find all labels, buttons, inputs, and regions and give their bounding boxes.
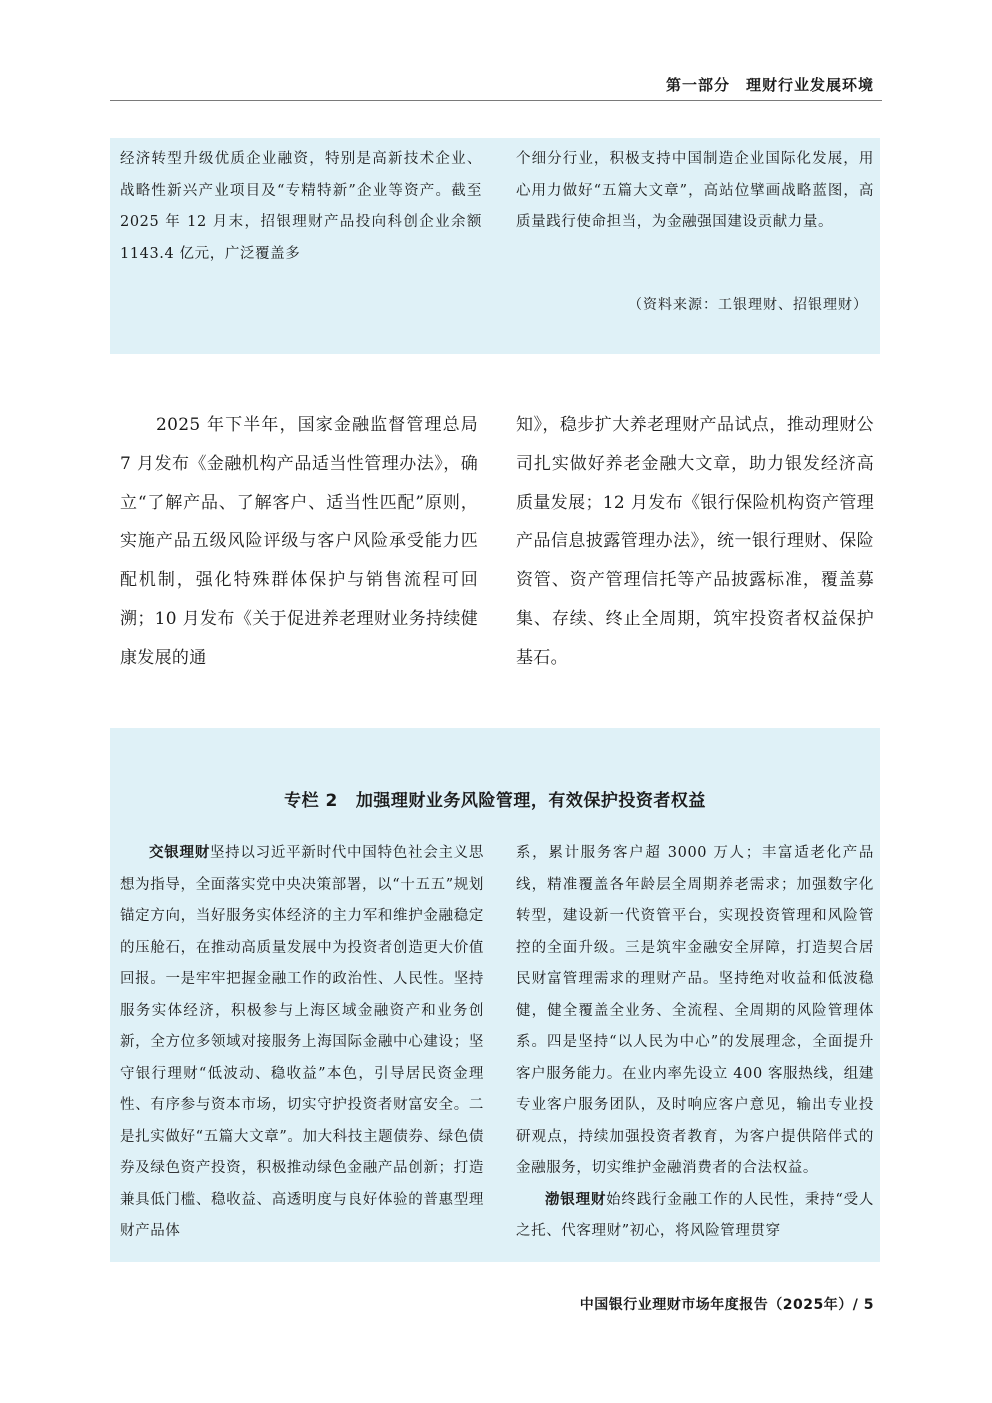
bocom-continued-paragraph: 系，累计服务客户超 3000 万人；丰富适老化产品线，精准覆盖各年龄层全周期养老需求；加强数字化转型，建设新一代资管平台，实现投资管理和风险管控的全面升级。三是筑牢金融安全屏障，打造契合居民财富管理需求的理财产品。坚持绝对收益和低波稳健，健全覆盖全业务、全流程、全周期的风险管理体系。四是坚持“以人民为中心”的发展理念，全面提升客户服务能力。在业内率先设立 400 客服热线，组建专业客户服务团队，及时响应客户意见，输出专业投研观点，持续加强投资者教育，为客户提供陪伴式的金融服务，切实维护金融消费者的合法权益。 (516, 845, 874, 1176)
case-box-continued (110, 138, 880, 354)
column-box-left-column (120, 838, 484, 1258)
page-footer: 中国银行业理财市场年度报告（2025年）/ 5 (579, 1297, 874, 1313)
bocom-text: 坚持以习近平新时代中国特色社会主义思想为指导，全面落实党中央决策部署，以“十五五”规划锚定方向，当好服务实体经济的主力军和维护金融稳定的压舱石，在推动高质量发展中为投资者创造更大价值回报。一是牢牢把握金融工作的政治性、人民性。坚持服务实体经济，积极参与上海区域金融资产和业务创新，全方位多领域对接服务上海国际金融中心建设；坚守银行理财“低波动、稳收益”本色，引导居民资金理性、有序参与资本市场，切实守护投资者财富安全。二是扎实做好“五篇大文章”。加大科技主题债券、绿色债券及绿色资产投资，积极推动绿色金融产品创新；打造兼具低门槛、稳收益、高透明度与良好体验的普惠型理财产品体 (120, 845, 484, 1239)
case-box-left-column: 经济转型升级优质企业融资，特别是高新技术企业、战略性新兴产业项目及“专精特新”企业等资产。截至 2025 年 12 月末，招银理财产品投向科创企业余额 1143.4 亿元，广泛覆盖多 (120, 151, 482, 262)
column-box-2 (110, 728, 880, 1262)
bohai-paragraph (516, 1185, 874, 1248)
bank-name-bohai: 渤银理财 (545, 1191, 607, 1208)
running-header: 第一部分 理财行业发展环境 (665, 76, 874, 94)
column-box-title (110, 786, 880, 811)
bank-name-bocom: 交银理财 (149, 845, 210, 861)
column-box-right-column (516, 838, 874, 1258)
body-left-column: 2025 年下半年，国家金融监督管理总局 7 月发布《金融机构产品适当性管理办法》，确立“了解产品、了解客户、适当性匹配”原则，实施产品五级风险评级与客户风险承受能力匹配机制，强化特殊群体保护与销售流程可回溯；10 月发布《关于促进养老理财业务持续健康发展的通 (120, 415, 478, 668)
case-box-right-column: 个细分行业，积极支持中国制造企业国际化发展，用心用力做好“五篇大文章”，高站位擘画战略蓝图，高质量践行使命担当，为金融强国建设贡献力量。 (516, 151, 874, 230)
source-note: （资料来源：工银理财、招银理财） (628, 297, 868, 313)
column-box-label: 专栏 2 (284, 791, 338, 811)
body-right-column: 知》，稳步扩大养老理财产品试点，推动理财公司扎实做好养老金融大文章，助力银发经济高质量发展；12 月发布《银行保险机构资产管理产品信息披露管理办法》，统一银行理财、保险资管、资产管理信托等产品披露标准，覆盖募集、存续、终止全周期，筑牢投资者权益保护基石。 (516, 415, 874, 668)
bocom-paragraph (120, 838, 484, 1248)
column-box-heading: 加强理财业务风险管理，有效保护投资者权益 (355, 791, 706, 811)
header-rule (110, 100, 882, 101)
bohai-text: 始终践行金融工作的人民性，秉持“受人之托、代客理财”初心，将风险管理贯穿 (516, 1191, 874, 1239)
